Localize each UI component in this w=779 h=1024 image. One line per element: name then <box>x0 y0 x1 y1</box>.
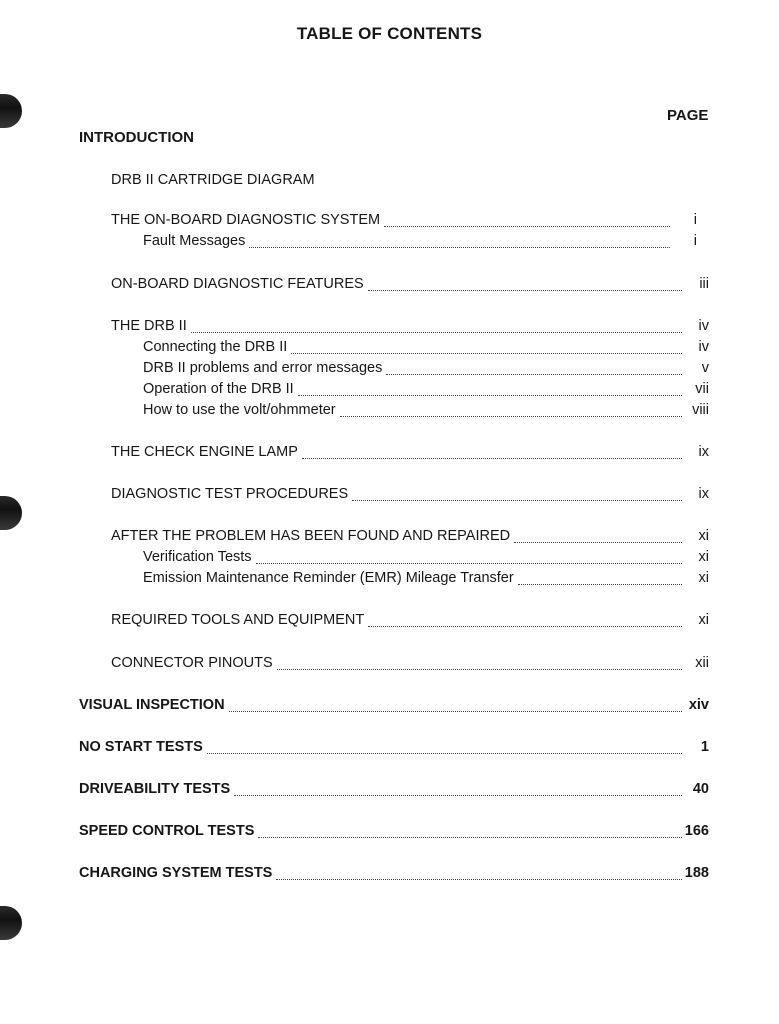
toc-section-page: 40 <box>692 781 709 797</box>
toc-section-page: 166 <box>684 823 709 839</box>
dot-leader <box>276 878 681 880</box>
toc-entry[interactable] <box>111 655 709 675</box>
toc-entry[interactable] <box>111 444 709 464</box>
toc-entry[interactable] <box>143 339 709 359</box>
toc-entry-text: Operation of the DRB II <box>143 381 294 397</box>
toc-section[interactable] <box>79 823 709 843</box>
toc-entry-page: xi <box>698 612 709 628</box>
dot-leader <box>352 499 682 501</box>
dot-leader <box>340 415 682 417</box>
cartridge-diagram-entry: DRB II CARTRIDGE DIAGRAM <box>111 172 315 188</box>
toc-entry-page: i <box>693 212 697 228</box>
binder-hole-bottom <box>0 906 22 940</box>
toc-entry-text: How to use the volt/ohmmeter <box>143 402 336 418</box>
toc-section-text: SPEED CONTROL TESTS <box>79 823 255 839</box>
toc-entry-text: THE ON-BOARD DIAGNOSTIC SYSTEM <box>111 212 381 228</box>
dot-leader <box>277 668 682 670</box>
dot-leader <box>191 331 682 333</box>
dot-leader <box>298 394 682 396</box>
toc-section[interactable] <box>79 781 709 801</box>
toc-section-page: xiv <box>688 697 709 713</box>
toc-entry-text: CONNECTOR PINOUTS <box>111 655 273 671</box>
toc-entry-text: THE DRB II <box>111 318 187 334</box>
toc-entry-page: ix <box>698 486 709 502</box>
binder-hole-top <box>0 94 22 128</box>
toc-entry-page: xi <box>698 528 709 544</box>
binder-hole-middle <box>0 496 22 530</box>
toc-entry[interactable] <box>111 486 709 506</box>
dot-leader <box>229 710 682 712</box>
toc-entry[interactable] <box>143 549 709 569</box>
toc-entry-page: iv <box>698 339 709 355</box>
toc-entry[interactable] <box>111 212 697 232</box>
toc-entry-text: AFTER THE PROBLEM HAS BEEN FOUND AND REPAIRED <box>111 528 511 544</box>
dot-leader <box>291 352 682 354</box>
toc-entry-text: THE CHECK ENGINE LAMP <box>111 444 298 460</box>
toc-section-page: 1 <box>700 739 709 755</box>
toc-entry[interactable] <box>111 318 709 338</box>
introduction-heading: INTRODUCTION <box>79 129 194 146</box>
toc-section-text: NO START TESTS <box>79 739 203 755</box>
toc-entry[interactable] <box>143 360 709 380</box>
page-column-heading: PAGE <box>667 107 709 124</box>
toc-entry-page: xi <box>698 570 709 586</box>
toc-entry[interactable] <box>111 612 709 632</box>
dot-leader <box>386 373 682 375</box>
toc-entry-page: v <box>701 360 709 376</box>
toc-entry-text: Verification Tests <box>143 549 252 565</box>
dot-leader <box>514 541 682 543</box>
toc-entry[interactable] <box>143 233 697 253</box>
toc-entry[interactable] <box>143 570 709 590</box>
dot-leader <box>234 794 682 796</box>
toc-entry-page: viii <box>692 402 709 418</box>
dot-leader <box>368 625 682 627</box>
toc-section-page: 188 <box>684 865 709 881</box>
toc-entry-text: ON-BOARD DIAGNOSTIC FEATURES <box>111 276 364 292</box>
toc-entry-page: iii <box>699 276 709 292</box>
toc-entry-text: DIAGNOSTIC TEST PROCEDURES <box>111 486 349 502</box>
toc-entry-page: vii <box>695 381 709 397</box>
dot-leader <box>207 752 682 754</box>
dot-leader <box>258 836 681 838</box>
dot-leader <box>249 246 670 248</box>
dot-leader <box>384 225 670 227</box>
toc-entry-text: Emission Maintenance Reminder (EMR) Mileage Transfer <box>143 570 514 586</box>
dot-leader <box>256 562 682 564</box>
page-title: TABLE OF CONTENTS <box>296 24 483 43</box>
toc-entry[interactable] <box>111 276 709 296</box>
toc-entry-text: Fault Messages <box>143 233 246 249</box>
toc-entry[interactable] <box>143 381 709 401</box>
toc-entry-page: ix <box>698 444 709 460</box>
toc-entry-page: i <box>693 233 697 249</box>
toc-entry[interactable] <box>111 528 709 548</box>
dot-leader <box>368 289 682 291</box>
toc-section-text: DRIVEABILITY TESTS <box>79 781 231 797</box>
dot-leader <box>518 583 682 585</box>
toc-section[interactable] <box>79 865 709 885</box>
toc-section-text: CHARGING SYSTEM TESTS <box>79 865 273 881</box>
toc-section-text: VISUAL INSPECTION <box>79 697 225 713</box>
toc-entry[interactable] <box>143 402 709 422</box>
toc-entry-page: iv <box>698 318 709 334</box>
toc-section[interactable] <box>79 739 709 759</box>
toc-entry-page: xi <box>698 549 709 565</box>
toc-entry-text: DRB II problems and error messages <box>143 360 383 376</box>
toc-entry-page: xii <box>695 655 709 671</box>
toc-entry-text: Connecting the DRB II <box>143 339 288 355</box>
toc-entry-text: REQUIRED TOOLS AND EQUIPMENT <box>111 612 365 628</box>
toc-section[interactable] <box>79 697 709 717</box>
dot-leader <box>302 457 682 459</box>
